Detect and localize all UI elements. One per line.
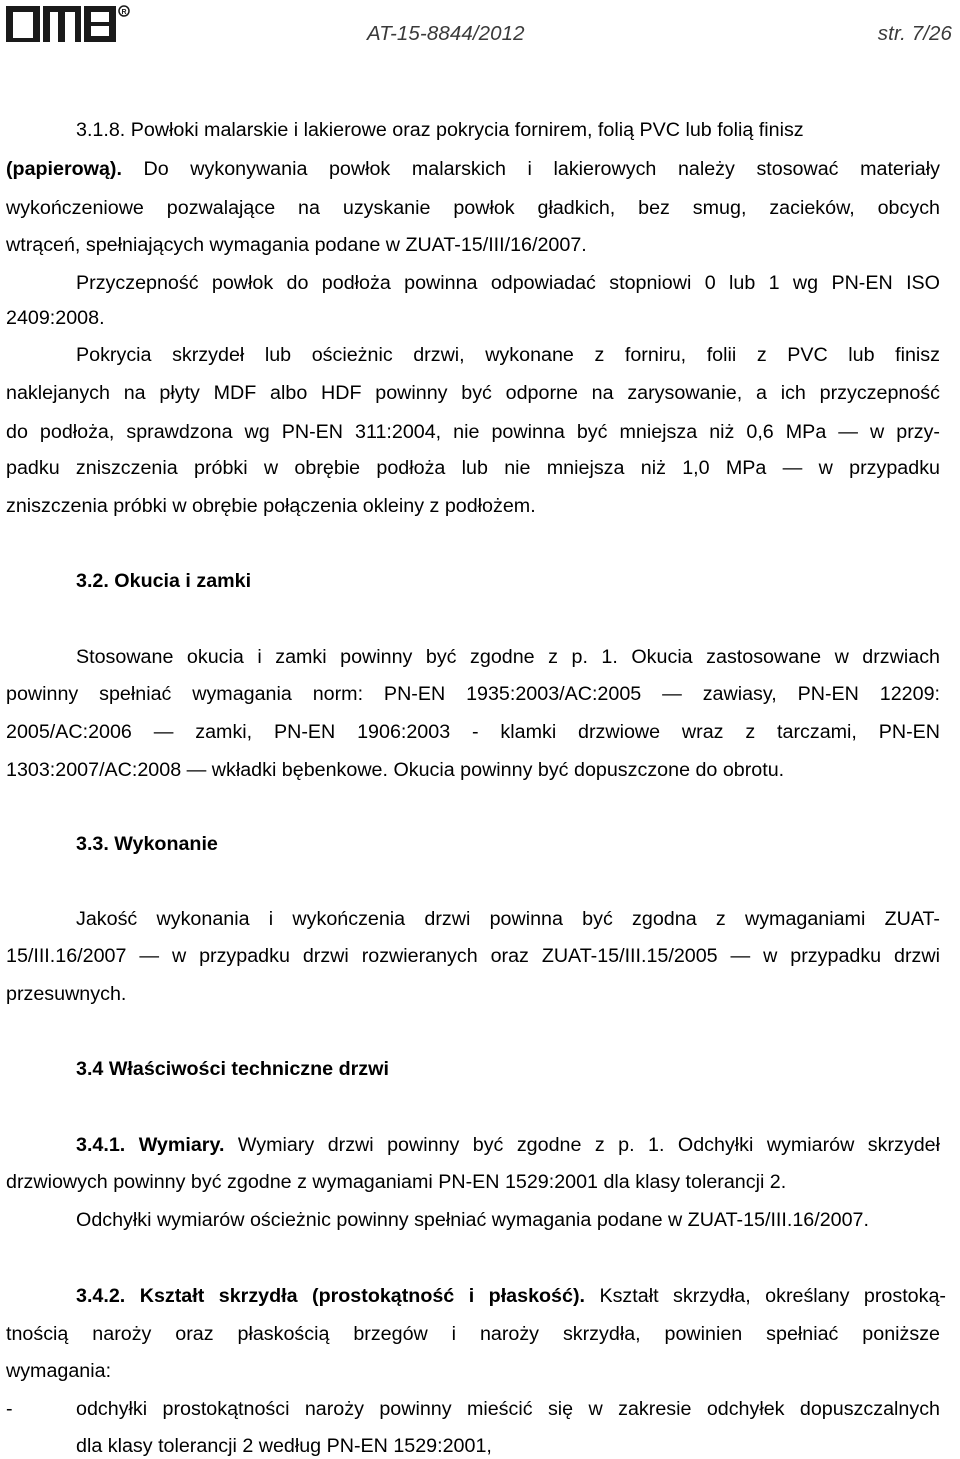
paragraph-line: powinny spełniać wymagania norm: PN-EN 1935:2003/AC:2005 — zawiasy, PN-EN 12209:: [6, 683, 940, 705]
paragraph-line: Odchyłki wymiarów ościeżnic powinny spełniać wymagania podane w ZUAT-15/III.16/2007.: [76, 1209, 869, 1231]
paragraph-line: Stosowane okucia i zamki powinny być zgodne z p. 1. Okucia zastosowane w drzwiach: [76, 646, 940, 668]
document-code: AT-15-8844/2012: [367, 22, 525, 45]
paragraph-line: 15/III.16/2007 — w przypadku drzwi rozwieranych oraz ZUAT-15/III.15/2005 — w przypadku drzwi: [6, 945, 940, 967]
paragraph-line: Przyczepność powłok do podłoża powinna odpowiadać stopniowi 0 lub 1 wg PN-EN ISO: [76, 272, 940, 294]
paragraph-line: wtrąceń, spełniających wymagania podane w ZUAT-15/III/16/2007.: [6, 234, 587, 256]
section-3-3-heading: 3.3. Wykonanie: [76, 833, 218, 855]
paragraph-line: 3.4.2. Kształt skrzydła (prostokątność i płaskość). Kształt skrzydła, określany prostoką-: [76, 1285, 946, 1307]
list-item-line: odchyłki prostokątności naroży powinny mieścić się w zakresie odchyłek dopuszczalnych: [76, 1398, 940, 1420]
page-number: str. 7/26: [877, 22, 952, 45]
section-3-4-heading: 3.4 Właściwości techniczne drzwi: [76, 1058, 389, 1080]
section-3-2-heading: 3.2. Okucia i zamki: [76, 570, 252, 592]
list-item-line: dla klasy tolerancji 2 według PN-EN 1529:2001,: [76, 1435, 492, 1457]
section-3-4-2-heading: 3.4.2. Kształt skrzydła (prostokątność i płaskość).: [76, 1285, 585, 1307]
svg-text:R: R: [121, 9, 127, 16]
paragraph-line: wymagania:: [6, 1360, 112, 1382]
section-3-1-8-title-text: Powłoki malarskie i lakierowe oraz pokrycia fornirem, folią PVC lub folią finisz: [130, 119, 804, 141]
paragraph-line: Pokrycia skrzydeł lub ościeżnic drzwi, wykonane z forniru, folii z PVC lub finisz: [76, 344, 940, 366]
paragraph-line: 2005/AC:2006 — zamki, PN-EN 1906:2003 - klamki drzwiowe wraz z tarczami, PN-EN: [6, 721, 940, 743]
paragraph-line: przesuwnych.: [6, 983, 127, 1005]
paragraph-line: 3.4.1. Wymiary. Wymiary drzwi powinny być zgodne z p. 1. Odchyłki wymiarów skrzydeł: [76, 1134, 940, 1156]
paragraph-line: 2409:2008.: [6, 307, 105, 329]
section-3-1-8-title: 3.1.8. Powłoki malarskie i lakierowe oraz pokrycia fornirem, folią PVC lub folią finisz: [76, 119, 804, 141]
paragraph-line: Jakość wykonania i wykończenia drzwi powinna być zgodna z wymaganiami ZUAT-: [76, 908, 940, 930]
paragraph-line: tnością naroży oraz płaskością brzegów i naroży skrzydła, powinien spełniać poniższe: [6, 1323, 940, 1345]
paragraph-line: naklejanych na płyty MDF albo HDF powinny być odporne na zarysowanie, a ich przyczepność: [6, 382, 940, 404]
paragraph-line: (papierową). Do wykonywania powłok malarskich i lakierowych należy stosować materiały: [6, 158, 940, 180]
paragraph-line: drzwiowych powinny być zgodne z wymaganiami PN-EN 1529:2001 dla klasy tolerancji 2.: [6, 1171, 787, 1193]
itb-logo: [5, 4, 130, 44]
section-3-4-1-heading: 3.4.1. Wymiary.: [76, 1134, 225, 1156]
paragraph-line: do podłoża, sprawdzona wg PN-EN 311:2004, nie powinna być mniejsza niż 0,6 MPa — w przy-: [6, 421, 940, 443]
paragraph-line: padku zniszczenia próbki w obrębie podłoża lub nie mniejsza niż 1,0 MPa — w przypadku: [6, 457, 940, 479]
list-bullet: -: [6, 1398, 13, 1420]
paragraph-line: 1303:2007/AC:2008 — wkładki bębenkowe. Okucia powinny być dopuszczone do obrotu.: [6, 759, 785, 781]
paragraph-line: zniszczenia próbki w obrębie połączenia okleiny z podłożem.: [6, 495, 536, 517]
paragraph-line: wykończeniowe pozwalające na uzyskanie powłok gładkich, bez smug, zacieków, obcych: [6, 197, 940, 219]
